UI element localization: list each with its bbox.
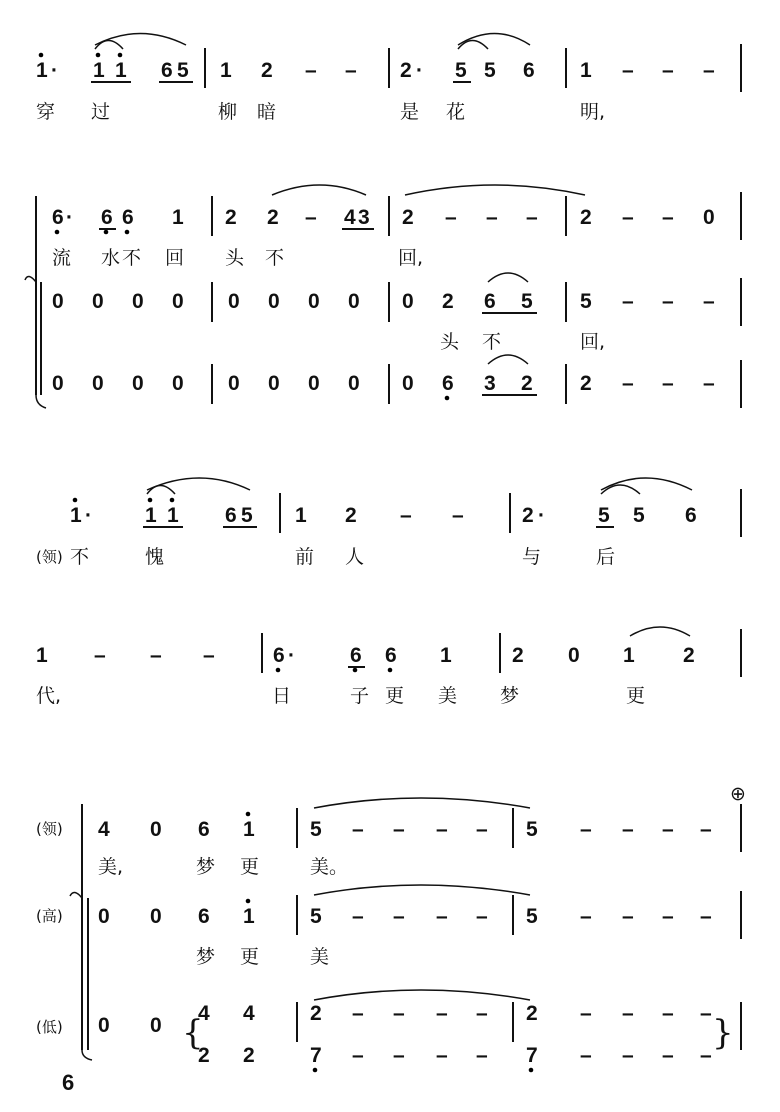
svg-text:–: – <box>436 818 448 841</box>
part-label-low: (低) <box>36 1018 63 1036</box>
svg-text:–: – <box>305 206 317 229</box>
svg-text:–: – <box>622 59 634 82</box>
svg-text:2: 2 <box>580 372 592 395</box>
svg-text:–: – <box>662 1044 674 1067</box>
svg-text:0: 0 <box>150 1014 162 1037</box>
svg-text:0: 0 <box>98 1014 110 1037</box>
lyric: 前 <box>295 546 315 568</box>
svg-text:5: 5 <box>521 290 533 313</box>
svg-text:–: – <box>436 1044 448 1067</box>
svg-text:–: – <box>452 504 464 527</box>
svg-text:2: 2 <box>267 206 279 229</box>
svg-text:–: – <box>352 1002 364 1025</box>
svg-text:0: 0 <box>98 905 110 928</box>
lyric: 代, <box>36 685 62 707</box>
svg-text:0: 0 <box>150 905 162 928</box>
lyric: 与 <box>522 546 542 568</box>
svg-text:0: 0 <box>150 818 162 841</box>
svg-text:–: – <box>150 644 162 667</box>
svg-text:4: 4 <box>98 818 110 841</box>
lyric: 更 <box>385 685 405 707</box>
svg-text:1: 1 <box>243 905 255 928</box>
lyric: 美。 <box>310 856 349 878</box>
svg-text:6: 6 <box>523 59 535 82</box>
svg-text:6: 6 <box>484 290 496 313</box>
svg-text:5: 5 <box>310 905 322 928</box>
svg-text:5: 5 <box>484 59 496 82</box>
svg-text:2: 2 <box>345 504 357 527</box>
svg-text:6: 6 <box>122 206 134 229</box>
svg-text:0: 0 <box>52 372 64 395</box>
svg-text:–: – <box>352 1044 364 1067</box>
svg-text:6: 6 <box>685 504 697 527</box>
svg-text:–: – <box>352 818 364 841</box>
lyric: 日 <box>272 685 292 707</box>
svg-text:5: 5 <box>455 59 467 82</box>
svg-text:6: 6 <box>101 206 113 229</box>
lyric: 回, <box>580 331 606 353</box>
lyric: 美 <box>438 685 458 707</box>
lyric: 穿 <box>36 101 56 123</box>
lyric: 人 <box>345 546 365 568</box>
svg-text:1: 1 <box>70 504 82 527</box>
svg-text:–: – <box>476 1044 488 1067</box>
svg-text:5: 5 <box>310 818 322 841</box>
svg-text:0: 0 <box>308 290 320 313</box>
svg-text:1: 1 <box>115 59 127 82</box>
svg-text:–: – <box>400 504 412 527</box>
svg-text:1: 1 <box>172 206 184 229</box>
system-2 <box>25 185 741 408</box>
lyric: 美 <box>310 946 330 968</box>
svg-text:0: 0 <box>132 372 144 395</box>
svg-text:{: { <box>182 1013 204 1053</box>
svg-text:5: 5 <box>598 504 610 527</box>
svg-text:0: 0 <box>228 372 240 395</box>
svg-text:1: 1 <box>36 59 48 82</box>
lyric: 梦 <box>196 856 216 878</box>
svg-text:0: 0 <box>308 372 320 395</box>
lyric: 不 <box>265 247 285 269</box>
svg-text:1: 1 <box>580 59 592 82</box>
svg-text:1: 1 <box>145 504 157 527</box>
svg-text:2: 2 <box>522 504 534 527</box>
svg-text:0: 0 <box>348 372 360 395</box>
svg-text:–: – <box>700 1044 712 1067</box>
svg-text:1: 1 <box>220 59 232 82</box>
svg-text:–: – <box>662 290 674 313</box>
svg-text:4: 4 <box>344 206 356 229</box>
svg-text:0: 0 <box>402 290 414 313</box>
part-label-lead: (领) <box>36 820 63 838</box>
svg-text:·: · <box>51 59 58 82</box>
svg-text:–: – <box>393 818 405 841</box>
svg-text:0: 0 <box>402 372 414 395</box>
svg-text:2: 2 <box>512 644 524 667</box>
svg-text:0: 0 <box>268 290 280 313</box>
svg-text:3: 3 <box>484 372 496 395</box>
svg-text:·: · <box>538 504 545 527</box>
lyric: 更 <box>240 946 260 968</box>
svg-text:0: 0 <box>92 290 104 313</box>
svg-text:6: 6 <box>52 206 64 229</box>
lyric: 头 <box>225 247 245 269</box>
lyric: 头 <box>440 331 460 353</box>
lyric: 梦 <box>500 685 520 707</box>
svg-text:1: 1 <box>440 644 452 667</box>
lyric: 梦 <box>196 946 216 968</box>
lyric: 过 <box>91 101 111 123</box>
svg-text:–: – <box>622 905 634 928</box>
lyric: 是 <box>400 101 420 123</box>
svg-text:–: – <box>662 206 674 229</box>
system-4 <box>36 627 741 707</box>
svg-text:1: 1 <box>36 644 48 667</box>
svg-text:0: 0 <box>92 372 104 395</box>
svg-text:2: 2 <box>526 1002 538 1025</box>
svg-text:0: 0 <box>52 290 64 313</box>
svg-text:·: · <box>66 206 73 229</box>
svg-text:0: 0 <box>568 644 580 667</box>
svg-text:5: 5 <box>633 504 645 527</box>
lyric: 水 <box>101 247 121 269</box>
svg-text:0: 0 <box>132 290 144 313</box>
svg-text:2: 2 <box>580 206 592 229</box>
svg-text:7: 7 <box>526 1044 538 1067</box>
svg-text:1: 1 <box>93 59 105 82</box>
svg-text:–: – <box>622 372 634 395</box>
svg-text:–: – <box>662 59 674 82</box>
svg-text:5: 5 <box>526 905 538 928</box>
svg-text:–: – <box>352 905 364 928</box>
lyric: 愧 <box>145 546 165 568</box>
svg-text:1: 1 <box>243 818 255 841</box>
lyric: 柳 <box>218 101 238 123</box>
svg-text:6: 6 <box>273 644 285 667</box>
svg-text:0: 0 <box>268 372 280 395</box>
svg-text:–: – <box>703 59 715 82</box>
svg-text:2: 2 <box>400 59 412 82</box>
svg-text:–: – <box>580 1002 592 1025</box>
svg-text:–: – <box>622 290 634 313</box>
svg-text:·: · <box>85 504 92 527</box>
svg-text:0: 0 <box>348 290 360 313</box>
svg-text:2: 2 <box>442 290 454 313</box>
svg-text:–: – <box>436 905 448 928</box>
svg-text:5: 5 <box>177 59 189 82</box>
svg-text:–: – <box>476 1002 488 1025</box>
svg-text:–: – <box>305 59 317 82</box>
lyric: 明, <box>580 101 606 123</box>
svg-text:–: – <box>94 644 106 667</box>
svg-text:0: 0 <box>172 290 184 313</box>
part-label-high: (高) <box>36 907 63 925</box>
svg-text:2: 2 <box>683 644 695 667</box>
svg-text:2: 2 <box>198 1044 210 1067</box>
svg-text:2: 2 <box>310 1002 322 1025</box>
lyric: 不 <box>122 247 142 269</box>
svg-text:–: – <box>703 290 715 313</box>
svg-text:6: 6 <box>442 372 454 395</box>
system-3 <box>36 478 741 568</box>
svg-text:6: 6 <box>385 644 397 667</box>
svg-text:–: – <box>662 905 674 928</box>
lyric: 流 <box>52 247 72 269</box>
svg-text:2: 2 <box>261 59 273 82</box>
svg-text:1: 1 <box>623 644 635 667</box>
svg-text:–: – <box>622 818 634 841</box>
svg-text:–: – <box>700 905 712 928</box>
page-number: 6 <box>62 1070 75 1095</box>
svg-text:1: 1 <box>295 504 307 527</box>
lyric: 美, <box>98 856 124 878</box>
svg-text:4: 4 <box>243 1002 255 1025</box>
svg-text:7: 7 <box>310 1044 322 1067</box>
svg-text:–: – <box>526 206 538 229</box>
svg-text:–: – <box>393 1044 405 1067</box>
svg-text:5: 5 <box>526 818 538 841</box>
svg-text:–: – <box>700 1002 712 1025</box>
lyric: 花 <box>446 101 466 123</box>
svg-text:–: – <box>476 905 488 928</box>
svg-text:0: 0 <box>703 206 715 229</box>
svg-text:}: } <box>712 1013 734 1053</box>
lyric: 暗 <box>257 101 277 123</box>
svg-text:–: – <box>436 1002 448 1025</box>
svg-text:–: – <box>662 818 674 841</box>
svg-text:·: · <box>416 59 423 82</box>
svg-text:–: – <box>203 644 215 667</box>
svg-text:3: 3 <box>358 206 370 229</box>
svg-text:–: – <box>486 206 498 229</box>
lyric: 子 <box>350 685 370 707</box>
svg-text:–: – <box>445 206 457 229</box>
lyric: 更 <box>240 856 260 878</box>
svg-text:–: – <box>662 372 674 395</box>
svg-text:2: 2 <box>225 206 237 229</box>
svg-text:4: 4 <box>198 1002 210 1025</box>
system-1 <box>36 34 741 124</box>
svg-text:6: 6 <box>225 504 237 527</box>
svg-text:–: – <box>393 905 405 928</box>
svg-text:–: – <box>622 1044 634 1067</box>
svg-text:6: 6 <box>161 59 173 82</box>
svg-text:2: 2 <box>402 206 414 229</box>
system-5 <box>36 783 746 1072</box>
svg-text:–: – <box>345 59 357 82</box>
svg-text:–: – <box>580 905 592 928</box>
coda-symbol: ⊕ <box>730 783 746 805</box>
svg-text:–: – <box>622 206 634 229</box>
svg-text:–: – <box>580 818 592 841</box>
svg-text:–: – <box>580 1044 592 1067</box>
lyric: 不 <box>482 331 502 353</box>
svg-text:1: 1 <box>167 504 179 527</box>
part-label-lead: (领) <box>36 548 63 566</box>
svg-text:5: 5 <box>241 504 253 527</box>
svg-text:–: – <box>476 818 488 841</box>
svg-text:–: – <box>703 372 715 395</box>
svg-text:2: 2 <box>521 372 533 395</box>
svg-text:–: – <box>700 818 712 841</box>
svg-text:5: 5 <box>580 290 592 313</box>
lyric: 回, <box>398 247 424 269</box>
lyric: 回 <box>165 247 185 269</box>
svg-text:6: 6 <box>198 905 210 928</box>
svg-text:2: 2 <box>243 1044 255 1067</box>
svg-text:0: 0 <box>228 290 240 313</box>
lyric: 后 <box>596 546 616 568</box>
svg-text:0: 0 <box>172 372 184 395</box>
svg-text:–: – <box>622 1002 634 1025</box>
svg-text:–: – <box>662 1002 674 1025</box>
svg-text:6: 6 <box>198 818 210 841</box>
svg-text:–: – <box>393 1002 405 1025</box>
svg-text:·: · <box>288 644 295 667</box>
lyric: 不 <box>70 546 90 568</box>
svg-text:6: 6 <box>350 644 362 667</box>
lyric: 更 <box>626 685 646 707</box>
